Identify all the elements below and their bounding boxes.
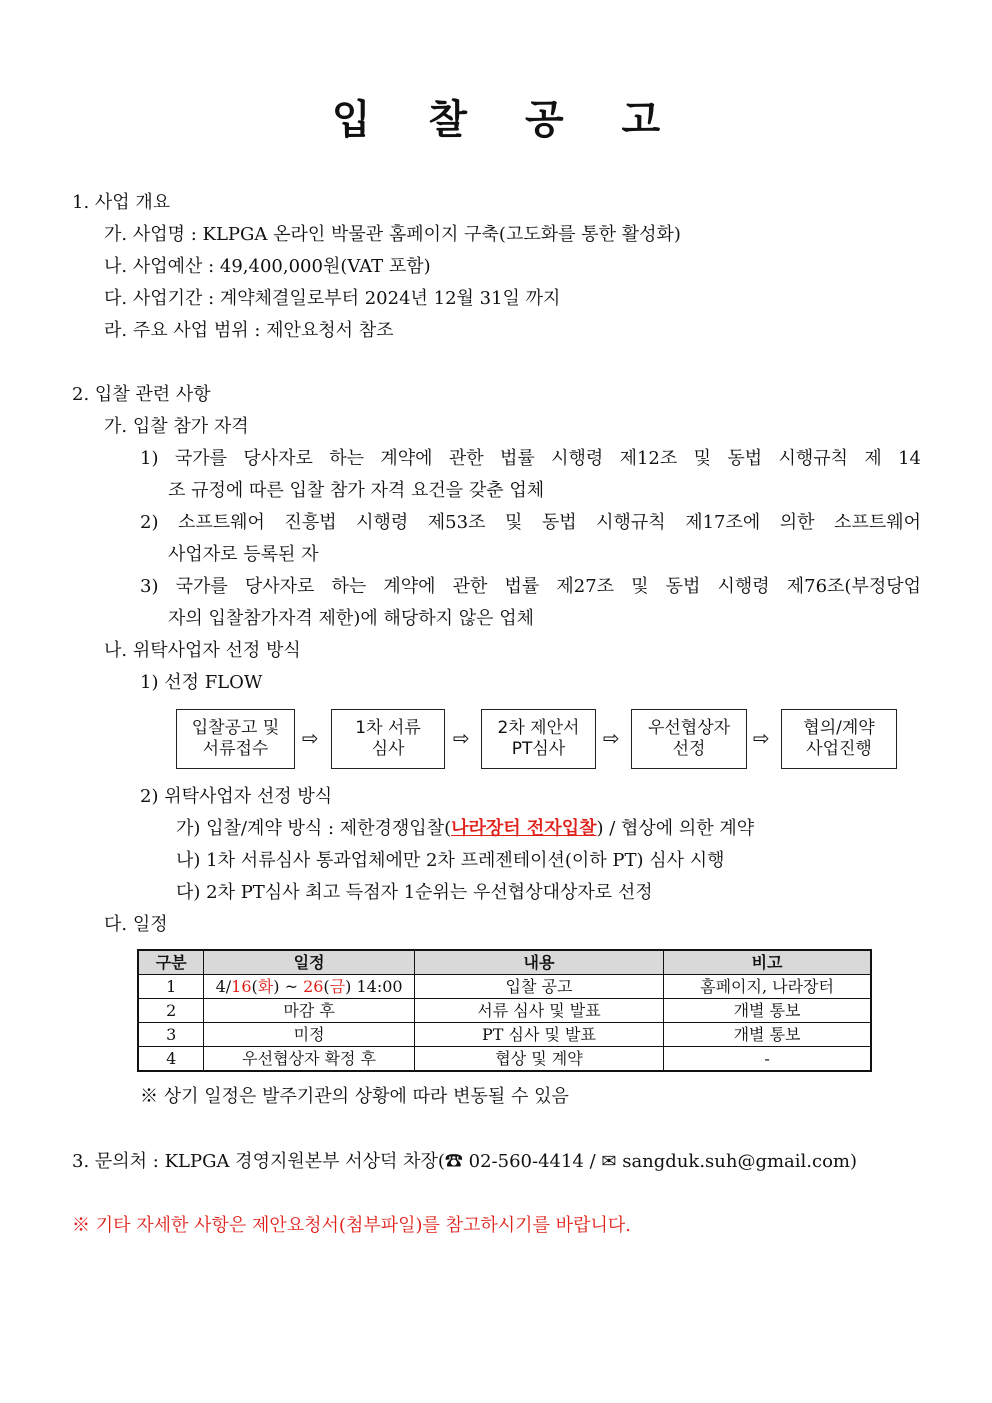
method-heading: 2) 위탁사업자 선정 방식 xyxy=(140,786,333,807)
method-a-post: ) / 협상에 의한 계약 xyxy=(596,818,755,839)
date-part: 금 xyxy=(329,976,346,996)
table-cell: 개별 통보 xyxy=(664,1023,871,1047)
contact-prefix: 3. 문의처 : KLPGA 경영지원본부 서상덕 차장( xyxy=(72,1151,445,1172)
flow-step-1-line-1: 입찰공고 및 xyxy=(191,718,280,738)
table-header: 일정 xyxy=(204,950,415,975)
flow-step-3 xyxy=(481,709,596,769)
schedule-note: ※ 상기 일정은 발주기관의 상황에 따라 변동될 수 있음 xyxy=(140,1086,569,1107)
table-cell: 홈페이지, 나라장터 xyxy=(664,975,871,999)
table-cell: 개별 통보 xyxy=(664,999,871,1023)
table-header: 구분 xyxy=(138,950,204,975)
table-row xyxy=(138,1023,871,1047)
section-1-heading: 1. 사업 개요 xyxy=(72,192,171,213)
method-c: 다) 2차 PT심사 최고 득점자 1순위는 우선협상대상자로 선정 xyxy=(176,882,653,903)
method-a-pre: 가) 입찰/계약 방식 : 제한경쟁입찰( xyxy=(176,818,452,839)
contact-line xyxy=(72,1150,857,1174)
qualification-2-line-1: 2) 소프트웨어 진흥법 시행령 제53조 및 동법 시행규칙 제17조에 의한 소프트웨어 xyxy=(140,512,921,533)
table-cell: 서류 심사 및 발표 xyxy=(414,999,663,1023)
table-cell: 입찰 공고 xyxy=(414,975,663,999)
footer-note: ※ 기타 자세한 사항은 제안요청서(첨부파일)를 참고하시기를 바랍니다. xyxy=(72,1215,631,1236)
flow-step-5 xyxy=(781,709,897,769)
qualification-1-line-1: 1) 국가를 당사자로 하는 계약에 관한 법률 시행령 제12조 및 동법 시행규칙 제 14 xyxy=(140,448,921,469)
table-row xyxy=(138,975,871,999)
qualification-heading: 가. 입찰 참가 자격 xyxy=(104,416,249,437)
project-scope: 라. 주요 사업 범위 : 제안요청서 참조 xyxy=(104,320,394,341)
flow-arrow-icon: ⇨ xyxy=(603,726,620,750)
selection-heading: 나. 위탁사업자 선정 방식 xyxy=(104,640,301,661)
table-row xyxy=(138,1047,871,1072)
flow-step-5-line-1: 협의/계약 xyxy=(803,718,875,738)
date-part: 26 xyxy=(303,976,324,996)
date-part: 4/ xyxy=(215,976,232,996)
qualification-3-line-1: 3) 국가를 당사자로 하는 계약에 관한 법률 제27조 및 동법 시행령 제76조(부정당업 xyxy=(140,576,921,597)
table-cell: 4 xyxy=(138,1047,204,1072)
contact-phone: 02-560-4414 / xyxy=(462,1151,602,1172)
flow-arrow-icon: ⇨ xyxy=(753,726,770,750)
flow-heading: 1) 선정 FLOW xyxy=(140,672,263,693)
method-b: 나) 1차 서류심사 통과업체에만 2차 프레젠테이션(이하 PT) 심사 시행 xyxy=(176,850,725,871)
qualification-1-line-2: 조 규정에 따른 입찰 참가 자격 요건을 갖춘 업체 xyxy=(168,480,545,501)
project-name: 가. 사업명 : KLPGA 온라인 박물관 홈페이지 구축(고도화를 통한 활성화) xyxy=(104,224,681,245)
table-cell: 우선협상자 확정 후 xyxy=(204,1047,415,1072)
flow-step-4-line-1: 우선협상자 xyxy=(647,718,731,738)
table-header: 비고 xyxy=(664,950,871,975)
date-part: ( xyxy=(323,976,330,996)
table-cell: 1 xyxy=(138,975,204,999)
table-cell-date xyxy=(204,975,415,999)
table-cell: 2 xyxy=(138,999,204,1023)
flow-step-4 xyxy=(631,709,747,769)
flow-step-4-line-2: 선정 xyxy=(672,739,706,759)
date-part: ( xyxy=(251,976,258,996)
mail-icon: ✉ xyxy=(601,1151,617,1172)
table-cell: 마감 후 xyxy=(204,999,415,1023)
qualification-3-line-2: 자의 입찰참가자격 제한)에 해당하지 않은 업체 xyxy=(168,608,535,629)
schedule-heading: 다. 일정 xyxy=(104,914,168,935)
method-a xyxy=(176,817,754,841)
table-row xyxy=(138,999,871,1023)
table-cell: 협상 및 계약 xyxy=(414,1047,663,1072)
table-header: 내용 xyxy=(414,950,663,975)
flow-step-3-line-1: 2차 제안서 xyxy=(497,718,580,738)
section-2-heading: 2. 입찰 관련 사항 xyxy=(72,384,211,405)
table-cell: 3 xyxy=(138,1023,204,1047)
schedule-table xyxy=(137,949,872,1072)
date-part: 16 xyxy=(231,976,252,996)
flow-step-1-line-2: 서류접수 xyxy=(202,739,269,759)
flow-step-2 xyxy=(331,709,445,769)
flow-step-5-line-2: 사업진행 xyxy=(806,739,872,759)
qualification-2-line-2: 사업자로 등록된 자 xyxy=(168,544,319,565)
phone-icon: ☎ xyxy=(444,1151,463,1172)
table-cell: 미정 xyxy=(204,1023,415,1047)
table-cell: - xyxy=(664,1047,871,1072)
table-header-row xyxy=(138,950,871,975)
flow-step-3-line-2: PT심사 xyxy=(511,739,566,759)
method-a-highlight: 나라장터 전자입찰 xyxy=(451,818,597,839)
flow-step-2-line-2: 심사 xyxy=(371,739,405,759)
date-part: ) ~ xyxy=(273,976,304,996)
flow-step-1 xyxy=(176,709,295,769)
project-budget: 나. 사업예산 : 49,400,000원(VAT 포함) xyxy=(104,256,431,277)
project-period: 다. 사업기간 : 계약체결일로부터 2024년 12월 31일 까지 xyxy=(104,288,561,309)
date-part: ) 14:00 xyxy=(345,976,403,996)
flow-arrow-icon: ⇨ xyxy=(453,726,470,750)
flow-step-2-line-1: 1차 서류 xyxy=(355,718,421,738)
page-title: 입 찰 공 고 xyxy=(331,96,683,143)
flow-arrow-icon: ⇨ xyxy=(302,726,319,750)
date-part: 화 xyxy=(257,976,274,996)
contact-email: sangduk.suh@gmail.com) xyxy=(616,1151,858,1172)
table-cell: PT 심사 및 발표 xyxy=(414,1023,663,1047)
